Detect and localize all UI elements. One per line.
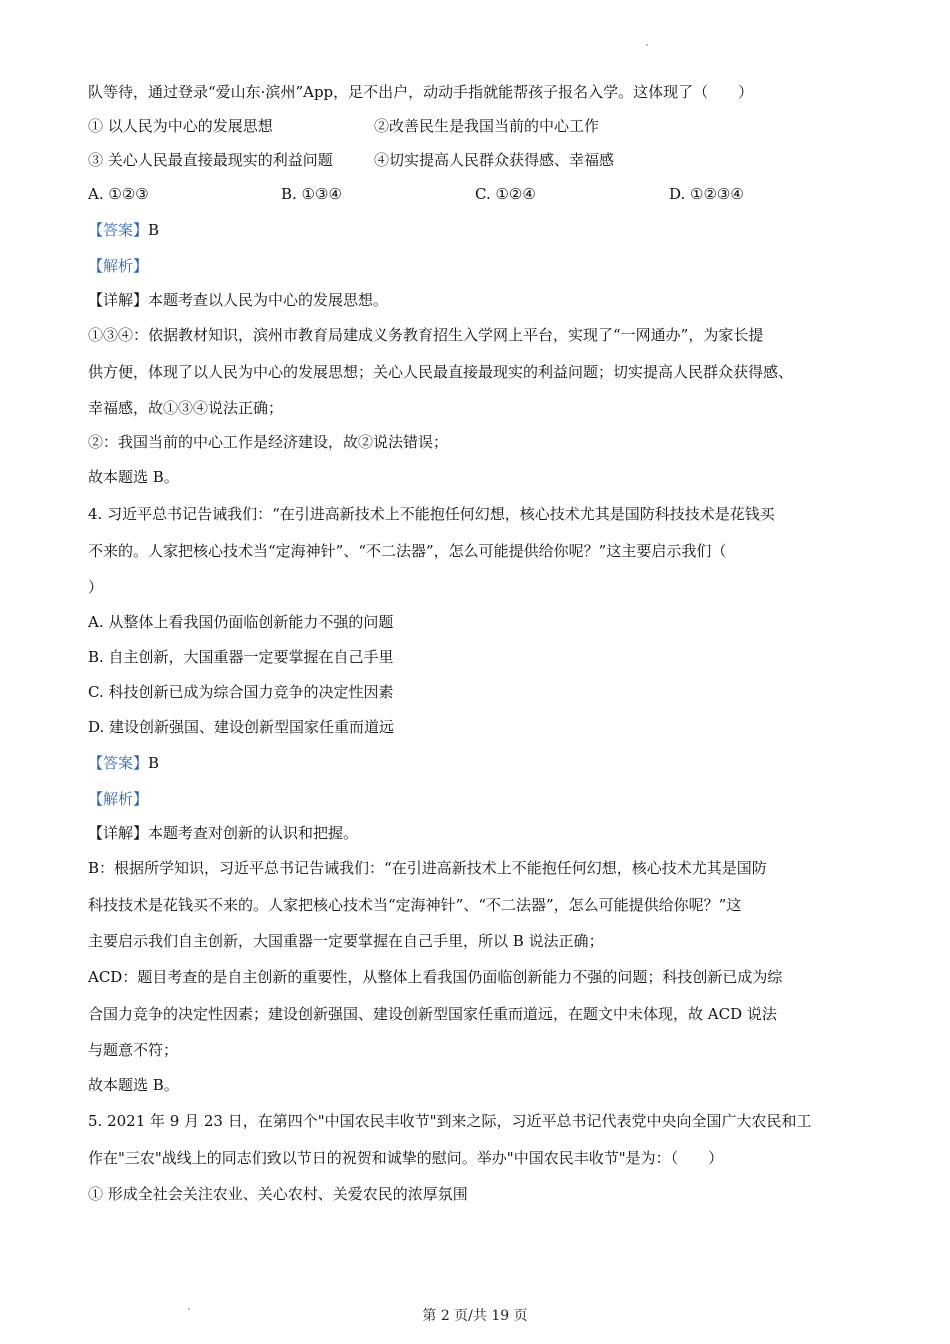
q4-option-a: A. 从整体上看我国仍面临创新能力不强的问题 bbox=[88, 613, 394, 631]
q4-stem-line: 4. 习近平总书记告诫我们：“在引进高新技术上不能抱任何幻想，核心技术尤其是国防科技技术是花钱买 bbox=[88, 505, 775, 523]
q3-item-2: ②改善民生是我国当前的中心工作 bbox=[374, 117, 600, 135]
answer-tag: 【答案】 bbox=[88, 221, 149, 239]
q3-option-c: C. ①②④ bbox=[475, 185, 536, 203]
q4-analysis-tag: 【解析】 bbox=[88, 790, 149, 808]
q3-item-1: ① 以人民为中心的发展思想 bbox=[88, 117, 273, 135]
q4-detail-line: B：根据所学知识，习近平总书记告诫我们：“在引进高新技术上不能抱任何幻想，核心技术尤其是国防 bbox=[88, 859, 767, 877]
q4-option-c: C. 科技创新已成为综合国力竞争的决定性因素 bbox=[88, 683, 394, 701]
q4-detail-line: 科技技术是花钱买不来的。人家把核心技术当“定海神针”、“不二法器”，怎么可能提供给你呢？”这 bbox=[88, 896, 742, 914]
q4-detail-line: 主要启示我们自主创新，大国重器一定要掌握在自己手里，所以 B 说法正确； bbox=[88, 932, 604, 950]
q5-item-1: ① 形成全社会关注农业、关心农村、关爱农民的浓厚氛围 bbox=[88, 1185, 468, 1203]
q4-detail-line: 合国力竞争的决定性因素；建设创新强国、建设创新型国家任重而道远，在题文中未体现，故 ACD 说法 bbox=[88, 1005, 777, 1023]
q4-detail-line: 与题意不符； bbox=[88, 1041, 179, 1059]
q3-detail-line: 供方便，体现了以人民为中心的发展思想；关心人民最直接最现实的利益问题；切实提高人民群众获得感、 bbox=[88, 363, 794, 381]
q3-option-d: D. ①②③④ bbox=[669, 185, 744, 203]
q4-detail-line: 【详解】本题考查对创新的认识和把握。 bbox=[88, 824, 359, 842]
q3-item-3: ③ 关心人民最直接最现实的利益问题 bbox=[88, 151, 333, 169]
page-number: 第 2 页/共 19 页 bbox=[422, 1308, 528, 1324]
answer-value: B bbox=[148, 754, 160, 772]
q4-option-b: B. 自主创新，大国重器一定要掌握在自己手里 bbox=[88, 648, 394, 666]
q3-answer bbox=[88, 220, 159, 240]
q4-stem-line: ） bbox=[88, 578, 104, 596]
q3-analysis-tag: 【解析】 bbox=[88, 257, 149, 275]
q4-option-d: D. 建设创新强国、建设创新型国家任重而道远 bbox=[88, 718, 395, 736]
q3-option-a: A. ①②③ bbox=[88, 185, 149, 203]
q4-stem-line: 不来的。人家把核心技术当“定海神针”、“不二法器”，怎么可能提供给你呢？”这主要启示我们（ bbox=[88, 542, 727, 560]
q3-option-b: B. ①③④ bbox=[281, 185, 342, 203]
q4-detail-line: ACD：题目考查的是自主创新的重要性，从整体上看我国仍面临创新能力不强的问题；科技创新已成为综 bbox=[88, 968, 783, 986]
q3-detail-line: 故本题选 B。 bbox=[88, 468, 179, 486]
q5-stem-line: 5. 2021 年 9 月 23 日，在第四个"中国农民丰收节"到来之际，习近平总书记代表党中央向全国广大农民和工 bbox=[88, 1112, 812, 1130]
q3-detail-line: ②：我国当前的中心工作是经济建设，故②说法错误； bbox=[88, 433, 449, 451]
q3-detail-line: ①③④：依据教材知识，滨州市教育局建成义务教育招生入学网上平台，实现了“一网通办”，为家长提 bbox=[88, 326, 764, 344]
q5-stem-line: 作在"三农"战线上的同志们致以节日的祝贺和诚挚的慰问。举办"中国农民丰收节"是为：（ ） bbox=[88, 1149, 724, 1167]
q3-stem-tail: 队等待，通过登录“爱山东·滨州”App，足不出户，动动手指就能帮孩子报名入学。这体现了（ ） bbox=[88, 83, 754, 101]
q3-detail-line: 幸福感，故①③④说法正确； bbox=[88, 399, 284, 417]
q4-detail-line: 故本题选 B。 bbox=[88, 1076, 179, 1094]
answer-tag: 【答案】 bbox=[88, 754, 149, 772]
q4-answer bbox=[88, 753, 159, 773]
answer-value: B bbox=[148, 221, 160, 239]
q3-item-4: ④切实提高人民群众获得感、幸福感 bbox=[374, 151, 615, 169]
scan-speck bbox=[646, 44, 648, 46]
q3-detail-line: 【详解】本题考查以人民为中心的发展思想。 bbox=[88, 291, 389, 309]
